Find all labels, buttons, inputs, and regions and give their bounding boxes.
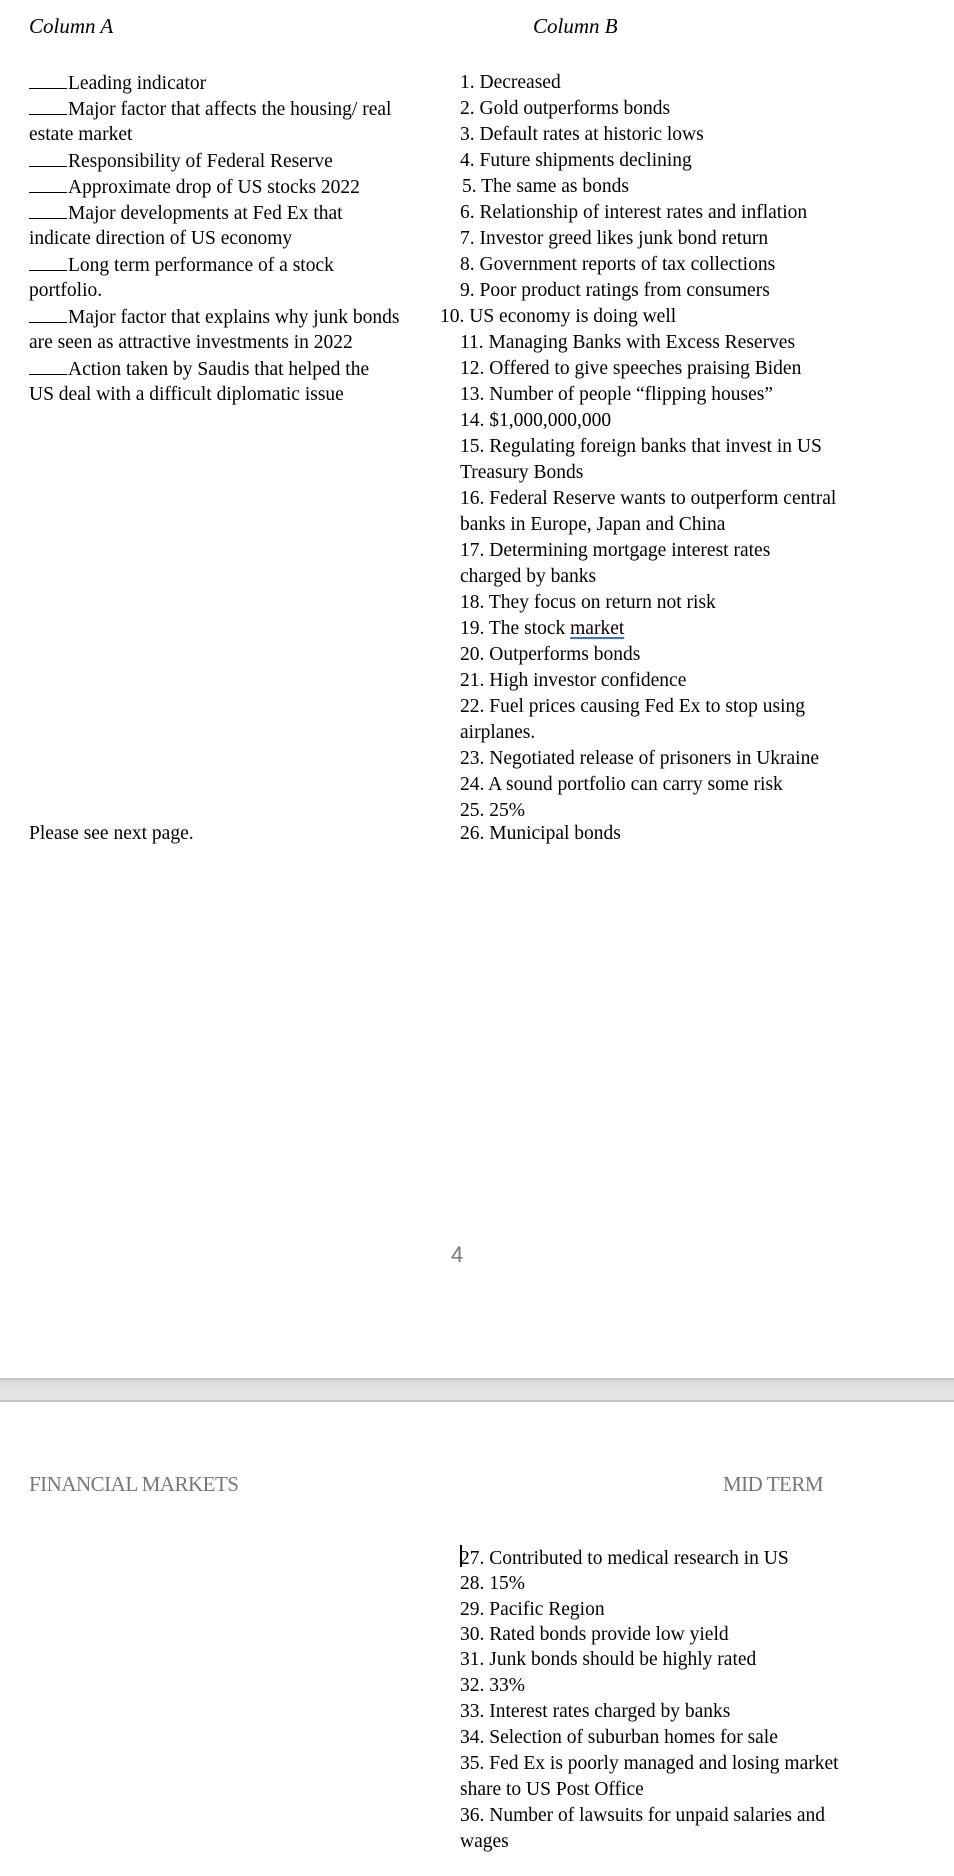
answer-blank[interactable] [29, 174, 67, 193]
column-a-item-continued: estate market [29, 124, 133, 145]
column-b-item: 13. Number of people “flipping houses” [460, 384, 774, 405]
column-b-item: 4. Future shipments declining [460, 150, 692, 171]
column-b-item: 25. 25% [460, 800, 525, 821]
column-b-item-continued: Treasury Bonds [460, 462, 584, 483]
spellcheck-flagged-word[interactable]: market [570, 618, 625, 639]
column-b-item: 31. Junk bonds should be highly rated [460, 1649, 757, 1670]
column-b-item: 12. Offered to give speeches praising Biden [460, 358, 802, 379]
column-a-item: Approximate drop of US stocks 2022 [29, 174, 360, 201]
column-b-item-continued: share to US Post Office [460, 1779, 644, 1800]
column-b-item: 34. Selection of suburban homes for sale [460, 1727, 778, 1748]
column-b-item: 35. Fed Ex is poorly managed and losing market [460, 1753, 839, 1774]
column-b-item: 33. Interest rates charged by banks [460, 1701, 731, 1722]
see-next-page-note: Please see next page. [29, 823, 194, 844]
answer-blank[interactable] [29, 96, 67, 115]
answer-blank[interactable] [29, 252, 67, 271]
column-a-item-continued: US deal with a difficult diplomatic issue [29, 384, 344, 405]
column-b-item: 16. Federal Reserve wants to outperform central [460, 488, 837, 509]
column-a-item: Action taken by Saudis that helped the [29, 356, 369, 383]
column-a-item: Major factor that affects the housing/ real [29, 96, 391, 123]
column-b-item: 11. Managing Banks with Excess Reserves [460, 332, 796, 353]
column-b-item: 2. Gold outperforms bonds [460, 98, 671, 119]
answer-blank[interactable] [29, 148, 67, 167]
column-b-item: 9. Poor product ratings from consumers [460, 280, 770, 301]
page-number: 4 [451, 1242, 464, 1267]
column-a-item-continued: are seen as attractive investments in 2022 [29, 332, 353, 353]
answer-blank[interactable] [29, 356, 67, 375]
header-exam-title: MID TERM [723, 1472, 824, 1496]
page-break-separator [0, 1378, 954, 1402]
column-a-item: Responsibility of Federal Reserve [29, 148, 333, 175]
column-a-item-continued: indicate direction of US economy [29, 228, 293, 249]
column-b-item: 6. Relationship of interest rates and inflation [460, 202, 808, 223]
column-b-item: 21. High investor confidence [460, 670, 687, 691]
column-b-item: 14. $1,000,000,000 [460, 410, 612, 431]
column-b-item: 22. Fuel prices causing Fed Ex to stop using [460, 696, 806, 717]
column-a-item: Major factor that explains why junk bonds [29, 304, 399, 331]
column-b-item: 26. Municipal bonds [460, 823, 621, 844]
column-a-item: Long term performance of a stock [29, 252, 334, 279]
header-course-title: FINANCIAL MARKETS [29, 1472, 239, 1496]
column-b-item-continued: charged by banks [460, 566, 597, 587]
column-b-item: 30. Rated bonds provide low yield [460, 1624, 729, 1645]
column-b-heading: Column B [533, 14, 618, 38]
column-b-item: 28. 15% [460, 1573, 525, 1594]
column-b-item: 18. They focus on return not risk [460, 592, 716, 613]
column-b-item: 19. The stock market [460, 618, 625, 639]
answer-blank[interactable] [29, 200, 67, 219]
column-b-item: 8. Government reports of tax collections [460, 254, 776, 275]
column-b-item: 10. US economy is doing well [440, 306, 677, 327]
answer-blank[interactable] [29, 304, 67, 323]
column-a-item: Leading indicator [29, 70, 206, 97]
column-b-item-continued: banks in Europe, Japan and China [460, 514, 726, 535]
column-b-item: 3. Default rates at historic lows [460, 124, 704, 145]
column-b-item: 17. Determining mortgage interest rates [460, 540, 771, 561]
column-a-item-continued: portfolio. [29, 280, 103, 301]
column-a-item: Major developments at Fed Ex that [29, 200, 343, 227]
column-b-item: 15. Regulating foreign banks that invest in US [460, 436, 822, 457]
column-b-item-continued: wages [460, 1831, 509, 1852]
column-b-item: 36. Number of lawsuits for unpaid salaries and [460, 1805, 825, 1826]
column-b-item: 5. The same as bonds [462, 176, 629, 197]
column-b-item: 24. A sound portfolio can carry some risk [460, 774, 783, 795]
column-b-item-continued: airplanes. [460, 722, 536, 743]
column-b-item: 7. Investor greed likes junk bond return [460, 228, 769, 249]
column-b-item[interactable]: 27. Contributed to medical research in US [460, 1545, 789, 1572]
column-b-item: 29. Pacific Region [460, 1599, 605, 1620]
column-b-item: 32. 33% [460, 1675, 525, 1696]
column-b-item: 1. Decreased [460, 72, 561, 93]
column-b-item: 20. Outperforms bonds [460, 644, 641, 665]
column-b-item: 23. Negotiated release of prisoners in Ukraine [460, 748, 819, 769]
answer-blank[interactable] [29, 70, 67, 89]
column-a-heading: Column A [29, 14, 114, 38]
